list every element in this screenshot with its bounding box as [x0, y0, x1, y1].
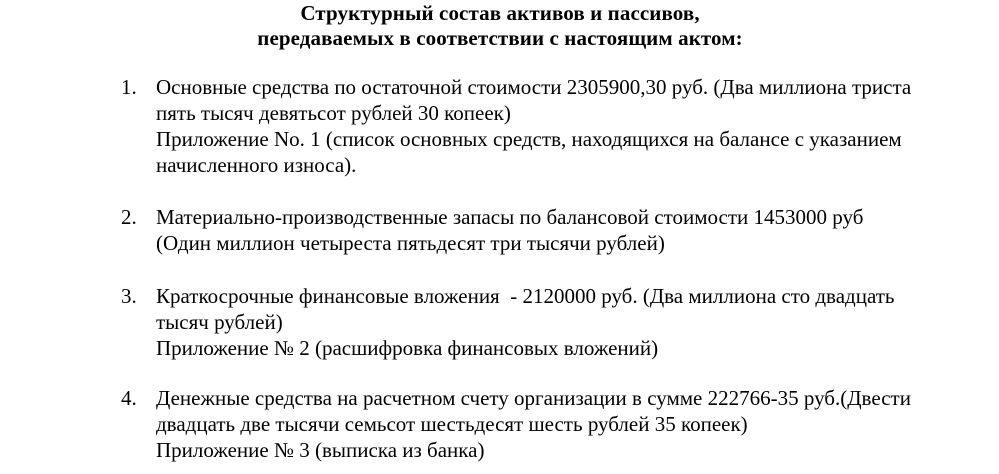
list-item-number: 1.: [121, 75, 137, 99]
list-item-line: начисленного износа).: [156, 153, 357, 177]
list-item-line: (Один миллион четыреста пятьдесят три тысячи рублей): [156, 231, 665, 255]
list-item-line: Краткосрочные финансовые вложения - 2120000 руб. (Два миллиона сто двадцать: [156, 284, 895, 308]
list-item-line: пять тысяч девятьсот рублей 30 копеек): [156, 101, 511, 125]
list-item-line: тысяч рублей): [156, 310, 283, 334]
list-item-line: двадцать две тысячи семьсот шестьдесят шесть рублей 35 копеек): [156, 412, 748, 436]
list-item-line: Приложение № 2 (расшифровка финансовых вложений): [156, 336, 659, 360]
list-item-line: Приложение № 3 (выписка из банка): [156, 438, 485, 462]
heading-line-1: Структурный состав активов и пассивов,: [300, 1, 700, 25]
list-item-number: 3.: [121, 284, 137, 308]
list-item-number: 4.: [121, 386, 137, 410]
list-item-line: Приложение No. 1 (список основных средств, находящихся на балансе с указанием: [156, 127, 902, 151]
list-item-number: 2.: [121, 205, 137, 229]
list-item-line: Денежные средства на расчетном счету организации в сумме 222766-35 руб.(Двести: [156, 386, 911, 410]
list-item-line: Материально-производственные запасы по балансовой стоимости 1453000 руб: [156, 205, 864, 229]
heading-line-2: передаваемых в соответствии с настоящим актом:: [257, 26, 743, 50]
list-item-line: Основные средства по остаточной стоимости 2305900,30 руб. (Два миллиона триста: [156, 75, 912, 99]
